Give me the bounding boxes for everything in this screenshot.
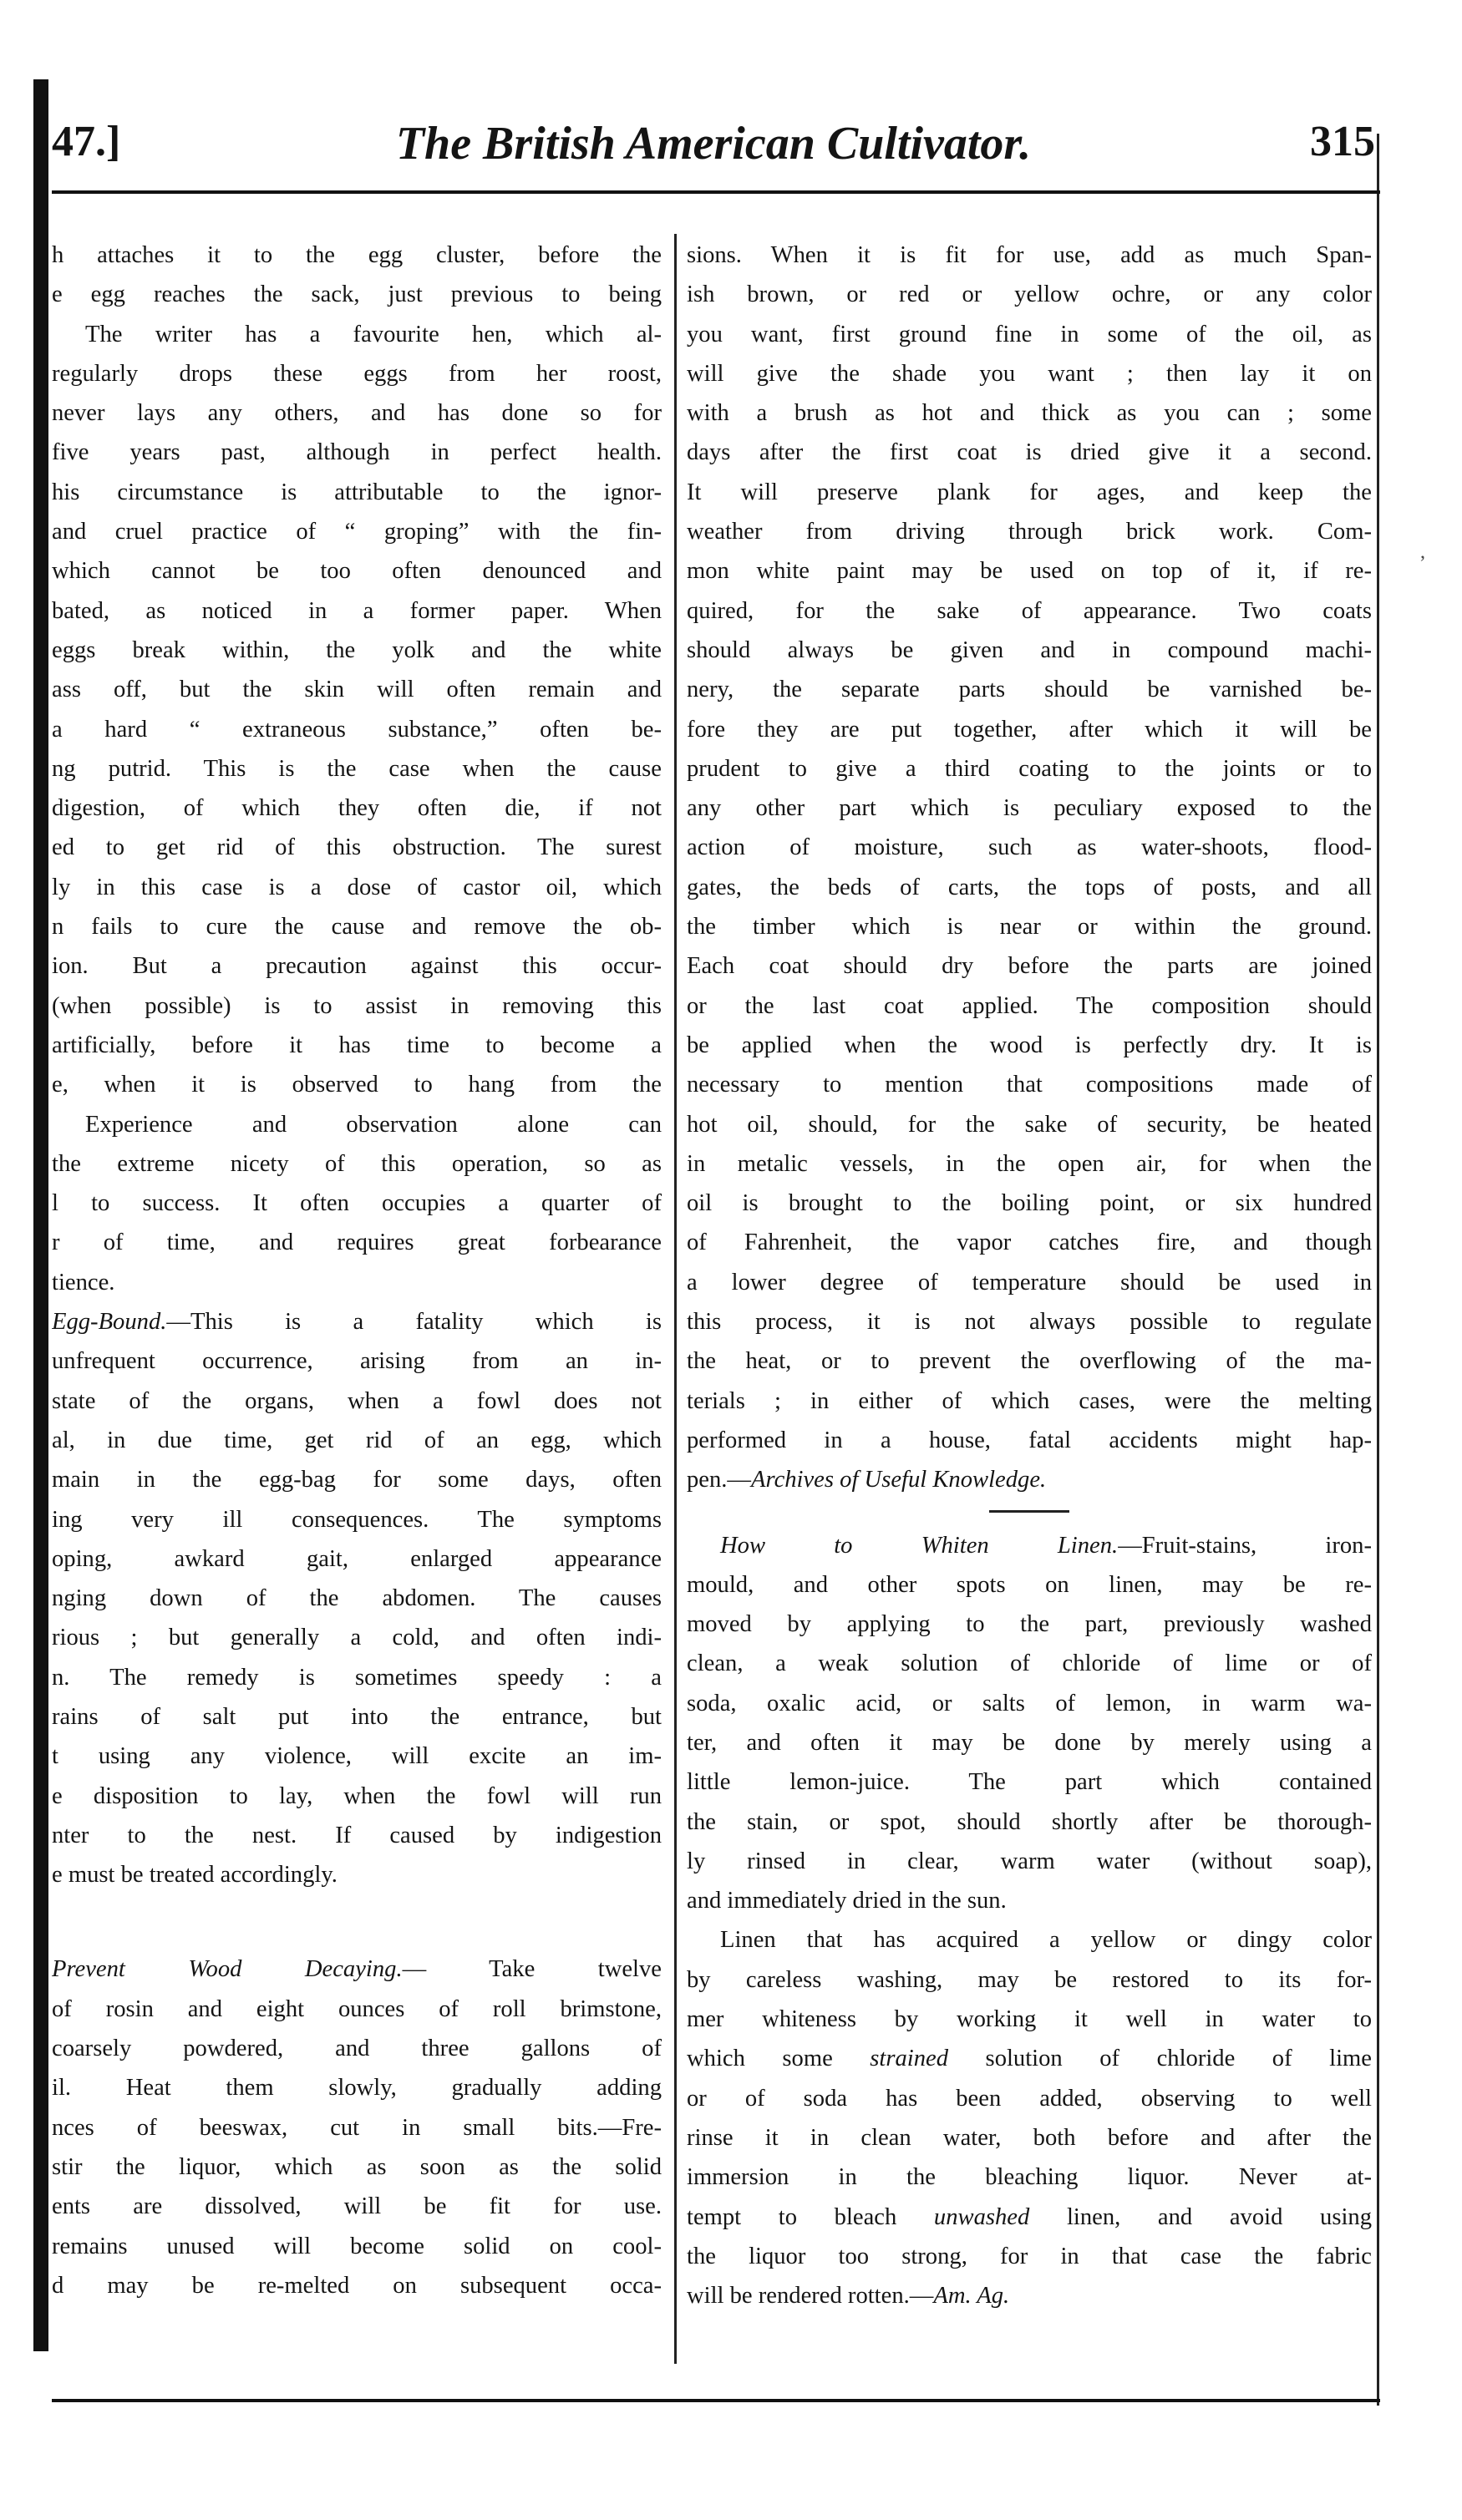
- text-run: —Fruit-stains, iron-: [1118, 1532, 1372, 1559]
- paragraph-egg-bound: [52, 1302, 662, 1894]
- text-line: Each coat should dry before the parts are joined: [687, 953, 1372, 980]
- text-line: main in the egg-bag for some days, often: [52, 1467, 662, 1493]
- text-line: the liquor too strong, for in that case the fabric: [687, 2243, 1372, 2269]
- text-line: fore they are put together, after which it will be: [687, 716, 1372, 743]
- text-line: remains unused will become solid on cool-: [52, 2233, 662, 2259]
- text-line: the timber which is near or within the ground.: [687, 914, 1372, 941]
- journal-title: The British American Cultivator.: [395, 118, 1032, 170]
- text-line: any other part which is peculiary exposed to the: [687, 795, 1372, 822]
- text-line: regularly drops these eggs from her roost,: [52, 360, 662, 387]
- text-line: in metalic vessels, in the open air, for when the: [687, 1150, 1372, 1177]
- text-line: the heat, or to prevent the overflowing of the ma-: [687, 1348, 1372, 1375]
- paragraph-dingy-linen: [687, 1920, 1372, 2315]
- text-line: oping, awkard gait, enlarged appearance: [52, 1545, 662, 1572]
- text-line: ly in this case is a dose of castor oil, which: [52, 874, 662, 900]
- text-run: solution of chloride of lime: [948, 2046, 1372, 2072]
- right-border-rule: [1377, 134, 1379, 2406]
- text-line: [687, 2276, 1372, 2315]
- text-line: ish brown, or red or yellow ochre, or any color: [687, 281, 1372, 308]
- text-line: Experience and observation alone can: [85, 1111, 662, 1138]
- text-line: mould, and other spots on linen, may be re-: [687, 1571, 1372, 1598]
- text-line: his circumstance is attributable to the ignor-: [52, 479, 662, 505]
- text-line: clean, a weak solution of chloride of lime or of: [687, 1650, 1372, 1677]
- text-line: with a brush as hot and thick as you can ; some: [687, 400, 1372, 427]
- left-column: [52, 236, 662, 2305]
- header-rule: [52, 190, 1380, 194]
- text-line: nging down of the abdomen. The causes: [52, 1585, 662, 1612]
- text-line: sions. When it is fit for use, add as much Span-: [687, 242, 1372, 268]
- right-column: [687, 236, 1372, 2315]
- text-line: nces of beeswax, cut in small bits.—Fre-: [52, 2114, 662, 2141]
- text-line: d may be re-melted on subsequent occa-: [52, 2272, 662, 2299]
- text-line: bated, as noticed in a former paper. When: [52, 597, 662, 624]
- text-line: tience.: [52, 1269, 115, 1295]
- text-line: soda, oxalic acid, or salts of lemon, in warm wa-: [687, 1690, 1372, 1716]
- text-line: which cannot be too often denounced and: [52, 558, 662, 585]
- column-divider: [674, 234, 677, 2364]
- text-line: gates, the beds of carts, the tops of posts, and all: [687, 874, 1372, 900]
- text-line: ass off, but the skin will often remain and: [52, 677, 662, 703]
- text-line: terials ; in either of which cases, were the melting: [687, 1387, 1372, 1414]
- text-line: ed to get rid of this obstruction. The surest: [52, 834, 662, 861]
- text-line: prudent to give a third coating to the joints or to: [687, 755, 1372, 782]
- section-title-wood: Prevent Wood Decaying.: [52, 1956, 403, 1983]
- text-line: e, when it is observed to hang from the: [52, 1072, 662, 1098]
- section-title-linen: How to Whiten Linen.: [720, 1532, 1119, 1559]
- text-line: hot oil, should, for the sake of security, be heated: [687, 1111, 1372, 1138]
- text-run: tempt to bleach: [687, 2203, 934, 2230]
- text-line: moved by applying to the part, previously washed: [687, 1611, 1372, 1638]
- text-line: [687, 2039, 1372, 2078]
- text-line: [52, 1302, 662, 1341]
- emphasis-unwashed: unwashed: [933, 2203, 1030, 2230]
- text-line: e must be treated accordingly.: [52, 1862, 338, 1889]
- text-line: immersion in the bleaching liquor. Never at-: [687, 2164, 1372, 2191]
- text-line: or of soda has been added, observing to well: [687, 2085, 1372, 2112]
- text-line: little lemon-juice. The part which contained: [687, 1769, 1372, 1796]
- running-head-left: 47.]: [52, 118, 121, 165]
- text-line: (when possible) is to assist in removing this: [52, 992, 662, 1019]
- text-line: digestion, of which they often die, if not: [52, 795, 662, 822]
- text-line: mer whiteness by working it well in water to: [687, 2006, 1372, 2033]
- section-separator: [989, 1510, 1069, 1513]
- text-line: [52, 1950, 662, 1989]
- text-line: or the last coat applied. The composition should: [687, 992, 1372, 1019]
- text-line: be applied when the wood is perfectly dry. It is: [687, 1032, 1372, 1058]
- text-line: quired, for the sake of appearance. Two coats: [687, 597, 1372, 624]
- footer-rule: [52, 2399, 1380, 2402]
- text-run: which some: [687, 2046, 871, 2072]
- text-run: pen.—: [687, 1467, 752, 1493]
- text-line: ing very ill consequences. The symptoms: [52, 1506, 662, 1533]
- text-line: [687, 1460, 1372, 1499]
- text-line: artificially, before it has time to become a: [52, 1032, 662, 1058]
- section-title-egg-bound: Egg-Bound.: [52, 1309, 167, 1336]
- text-line: mon white paint may be used on top of it, if re-: [687, 558, 1372, 585]
- text-line: e disposition to lay, when the fowl will run: [52, 1782, 662, 1809]
- text-run: linen, and avoid using: [1029, 2203, 1372, 2230]
- text-line: a hard “ extraneous substance,” often be-: [52, 716, 662, 743]
- text-line: h attaches it to the egg cluster, before the: [52, 242, 662, 268]
- text-line: al, in due time, get rid of an egg, which: [52, 1427, 662, 1453]
- text-line: unfrequent occurrence, arising from an in-: [52, 1348, 662, 1375]
- text-line: this process, it is not always possible to regulate: [687, 1309, 1372, 1336]
- text-line: ly rinsed in clear, warm water (without soap),: [687, 1848, 1372, 1874]
- text-line: t using any violence, will excite an im-: [52, 1743, 662, 1770]
- text-line: nter to the nest. If caused by indigestion: [52, 1822, 662, 1848]
- running-head: [52, 117, 1375, 184]
- text-line: performed in a house, fatal accidents might hap-: [687, 1427, 1372, 1453]
- text-line: never lays any others, and has done so for: [52, 400, 662, 427]
- text-line: a lower degree of temperature should be used in: [687, 1269, 1372, 1295]
- text-line: coarsely powdered, and three gallons of: [52, 2036, 662, 2062]
- text-line: n. The remedy is sometimes speedy : a: [52, 1664, 662, 1691]
- text-line: The writer has a favourite hen, which al-: [85, 321, 662, 347]
- source-citation: Archives of Useful Knowledge.: [751, 1467, 1047, 1493]
- text-line: [687, 1526, 1372, 1565]
- text-line: necessary to mention that compositions made of: [687, 1072, 1372, 1098]
- text-line: of Fahrenheit, the vapor catches fire, and though: [687, 1230, 1372, 1256]
- text-line: It will preserve plank for ages, and keep the: [687, 479, 1372, 505]
- text-line: by careless washing, may be restored to its for-: [687, 1966, 1372, 1993]
- text-run: will be rendered rotten.—: [687, 2283, 934, 2310]
- text-line: ents are dissolved, will be fit for use.: [52, 2193, 662, 2220]
- text-line: ion. But a precaution against this occur-: [52, 953, 662, 980]
- text-line: weather from driving through brick work. Com-: [687, 519, 1372, 545]
- text-line: five years past, although in perfect health.: [52, 439, 662, 466]
- source-citation: Am. Ag.: [933, 2283, 1010, 2310]
- text-run: —This is a fatality which is: [166, 1309, 662, 1336]
- text-line: stir the liquor, which as soon as the solid: [52, 2153, 662, 2180]
- page-number: 315: [1310, 118, 1375, 165]
- text-line: ter, and often it may be done by merely using a: [687, 1729, 1372, 1756]
- text-line: you want, first ground fine in some of the oil, as: [687, 321, 1372, 347]
- text-line: r of time, and requires great forbearance: [52, 1230, 662, 1256]
- text-line: l to success. It often occupies a quarter of: [52, 1190, 662, 1217]
- paragraph-wood-continued: [687, 236, 1372, 1500]
- text-line: action of moisture, such as water-shoots, flood-: [687, 834, 1372, 861]
- paragraph-hen-eggs: [52, 236, 662, 1302]
- text-line: il. Heat them slowly, gradually adding: [52, 2075, 662, 2102]
- section-gap: [52, 1894, 662, 1950]
- text-line: n fails to cure the cause and remove the ob-: [52, 914, 662, 941]
- paragraph-wood-decaying: [52, 1950, 662, 2305]
- text-line: the extreme nicety of this operation, so as: [52, 1150, 662, 1177]
- text-line: and immediately dried in the sun.: [687, 1888, 1007, 1914]
- text-line: rains of salt put into the entrance, but: [52, 1703, 662, 1730]
- emphasis-strained: strained: [870, 2046, 949, 2072]
- binding-edge: [33, 79, 48, 2351]
- text-line: will give the shade you want ; then lay it on: [687, 360, 1372, 387]
- text-run: — Take twelve: [402, 1956, 662, 1983]
- text-line: days after the first coat is dried give it a second.: [687, 439, 1372, 466]
- text-line: should always be given and in compound machi-: [687, 636, 1372, 663]
- text-line: Linen that has acquired a yellow or dingy color: [720, 1927, 1372, 1954]
- text-line: rious ; but generally a cold, and often indi-: [52, 1625, 662, 1651]
- text-line: and cruel practice of “ groping” with the fin-: [52, 519, 662, 545]
- margin-mark: ,: [1420, 541, 1425, 563]
- text-line: nery, the separate parts should be varnished be-: [687, 677, 1372, 703]
- text-line: eggs break within, the yolk and the white: [52, 636, 662, 663]
- text-line: rinse it in clean water, both before and after the: [687, 2124, 1372, 2151]
- text-line: ng putrid. This is the case when the cause: [52, 755, 662, 782]
- text-line: oil is brought to the boiling point, or six hundred: [687, 1190, 1372, 1217]
- text-line: the stain, or spot, should shortly after be thorough-: [687, 1808, 1372, 1835]
- text-line: of rosin and eight ounces of roll brimstone,: [52, 1995, 662, 2022]
- paragraph-whiten-linen: [687, 1526, 1372, 1921]
- text-line: state of the organs, when a fowl does not: [52, 1387, 662, 1414]
- text-line: [687, 2198, 1372, 2237]
- text-line: e egg reaches the sack, just previous to being: [52, 281, 662, 308]
